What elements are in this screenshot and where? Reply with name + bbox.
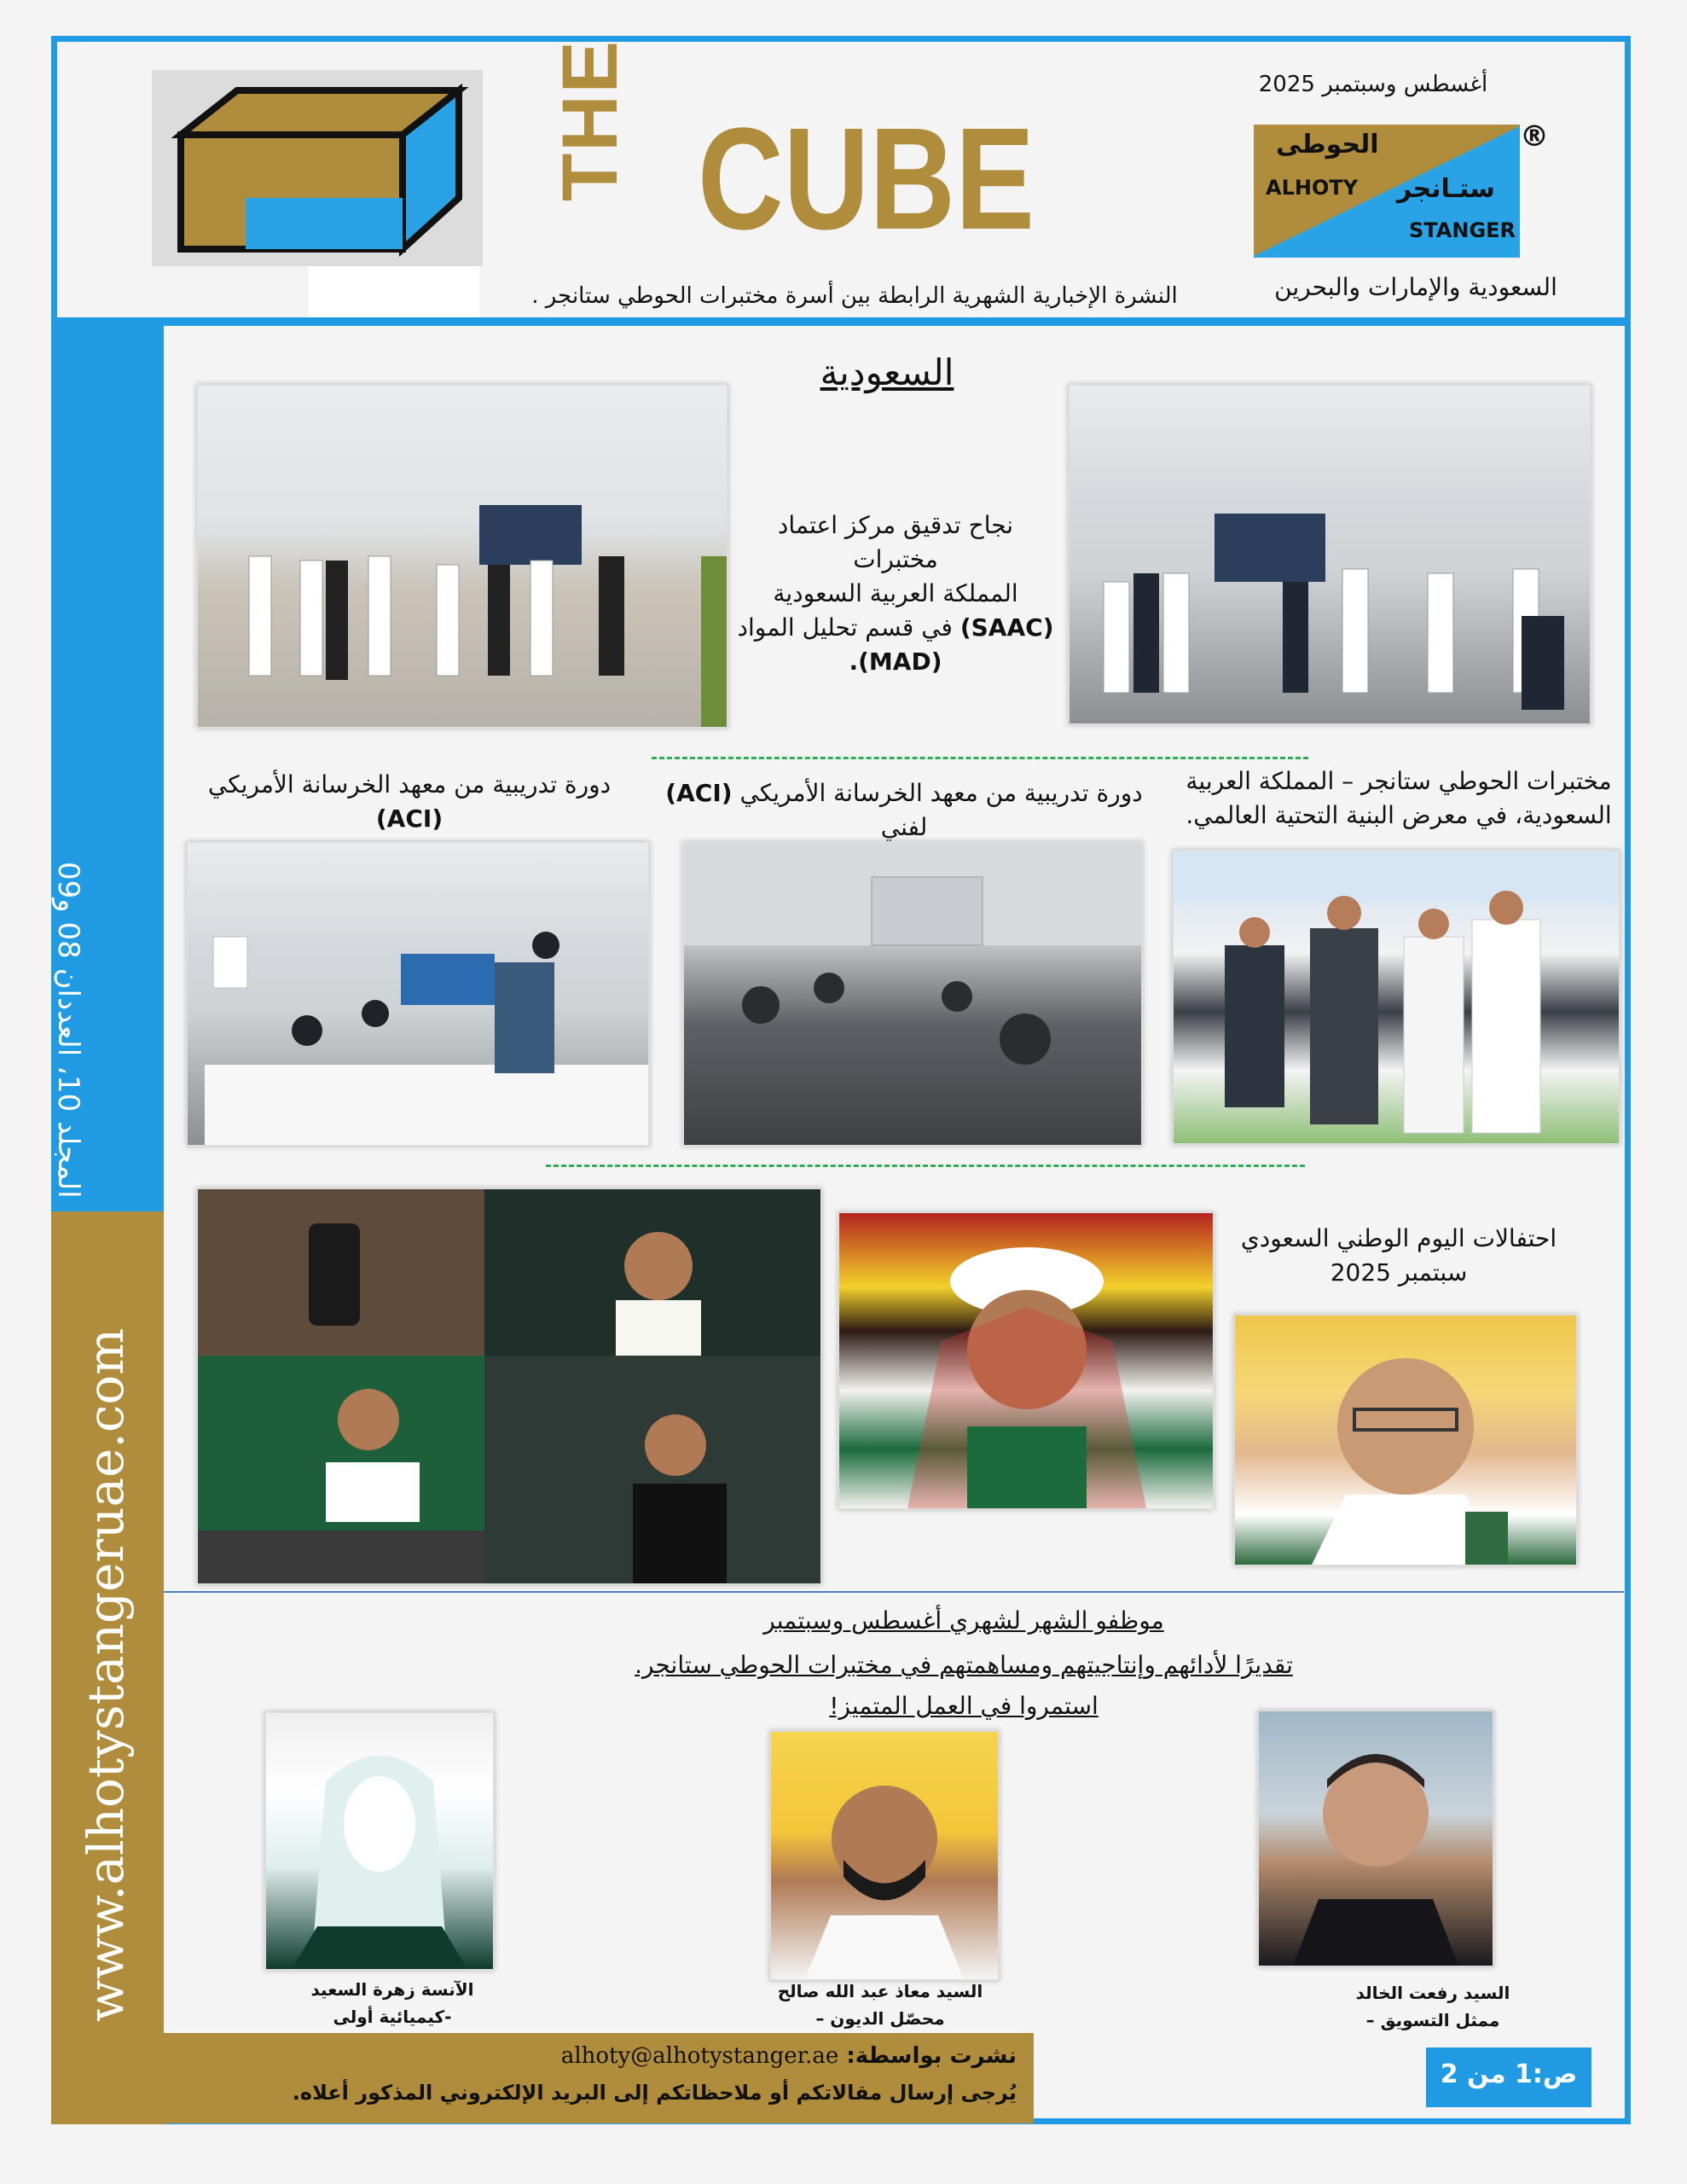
aci-lab-text1b: لفني bbox=[880, 813, 928, 841]
logo-white-strip bbox=[309, 266, 479, 317]
employee-photo-3 bbox=[264, 1711, 495, 1971]
saac-line2: المملكة العربية السعودية bbox=[773, 579, 1018, 607]
national-day-collage bbox=[196, 1188, 822, 1585]
header-divider bbox=[51, 317, 1631, 326]
aci-lab-training-photo bbox=[682, 841, 1143, 1147]
footer-note: يُرجى إرسال مقالاتكم أو ملاحظاتكم إلى البريد الإلكتروني المذكور أعلاه. bbox=[292, 2081, 1017, 2105]
cube-logo-box bbox=[152, 70, 483, 266]
section-title: السعودية bbox=[820, 351, 954, 393]
regions: السعودية والإمارات والبحرين bbox=[1274, 273, 1557, 301]
volume-info: المجلد 10، العددان 08 و09 bbox=[51, 862, 85, 1199]
saac-line3-text: في قسم تحليل المواد bbox=[737, 613, 960, 642]
aci-lab-line1 bbox=[657, 776, 1151, 845]
employee-2-caption bbox=[744, 1978, 1017, 2032]
section-divider bbox=[164, 1591, 1624, 1593]
divider-dashed-2 bbox=[546, 1165, 1305, 1167]
employee-1-name: السيد رفعت الخالد bbox=[1355, 1983, 1510, 2003]
national-day-caption bbox=[1228, 1222, 1569, 1290]
expo-line1: مختبرات الحوطي ستانجر – المملكة العربية bbox=[1186, 767, 1612, 795]
divider-dashed-1 bbox=[652, 757, 1308, 759]
brand-ar2: ستـانجر bbox=[1397, 174, 1495, 204]
employee-3-caption bbox=[264, 1976, 520, 2030]
alhoty-stanger-logo bbox=[1254, 125, 1520, 258]
brand-en1: ALHOTY bbox=[1266, 176, 1359, 200]
employees-encourage: استمروا في العمل المتميز! bbox=[829, 1692, 1099, 1720]
footer-published-line bbox=[164, 2043, 1017, 2069]
page-number-box bbox=[1426, 2048, 1591, 2107]
issue-date: أغسطس وسبتمبر 2025 bbox=[1258, 72, 1488, 97]
page-number: ص:1 من 2 bbox=[1440, 2059, 1578, 2089]
cube-icon bbox=[152, 70, 483, 266]
employee-1-role: ممثل التسويق – bbox=[1365, 2010, 1500, 2030]
employee-3-role: -كيميائية أولى bbox=[333, 2007, 452, 2027]
the-word: THE bbox=[547, 39, 634, 201]
contact-email[interactable]: alhoty@alhotystanger.ae bbox=[560, 2043, 839, 2069]
saac-line4: (MAD). bbox=[849, 648, 942, 676]
saac-bold: (SAAC) bbox=[959, 613, 1054, 642]
audit-team-photo-left bbox=[196, 384, 728, 729]
saac-line1: نجاح تدقيق مركز اعتماد مختبرات bbox=[777, 511, 1014, 573]
employee-3-name: الآنسة زهرة السعيد bbox=[310, 1979, 474, 2000]
expo-caption bbox=[1186, 764, 1612, 833]
expo-photo bbox=[1172, 850, 1620, 1145]
saac-line3 bbox=[735, 611, 1056, 645]
aci-field-training-photo bbox=[186, 841, 650, 1147]
registered-mark: ® bbox=[1520, 119, 1549, 154]
audit-team-photo-right bbox=[1068, 384, 1591, 725]
employee-photo-1 bbox=[1257, 1710, 1494, 1967]
tagline: النشرة الإخبارية الشهرية الرابطة بين أسرة مختبرات الحوطي ستانجر . bbox=[531, 283, 1178, 309]
aci-field-text1: دورة تدريبية من معهد الخرسانة الأمريكي bbox=[207, 770, 612, 799]
saac-caption bbox=[735, 508, 1056, 679]
brand-ar: الحوطى bbox=[1276, 130, 1379, 160]
employees-heading: موظفو الشهر لشهري أغسطس وسبتمبر bbox=[763, 1606, 1164, 1635]
aci-lab-bold: (ACI) bbox=[665, 779, 733, 807]
national-line1: احتفالات اليوم الوطني السعودي bbox=[1240, 1224, 1557, 1252]
employee-photo-2 bbox=[769, 1730, 1000, 1981]
aci-field-line1 bbox=[179, 768, 640, 836]
aci-field-bold: (ACI) bbox=[375, 804, 443, 833]
expo-line2: السعودية، في معرض البنية التحتية العالمي. bbox=[1186, 801, 1612, 829]
employee-2-role: محصّل الديون – bbox=[815, 2008, 945, 2029]
aci-lab-text1: دورة تدريبية من معهد الخرسانة الأمريكي bbox=[739, 779, 1143, 807]
website-link[interactable]: www.alhotystangeruae.com bbox=[77, 1327, 135, 2022]
national-day-guest-photo bbox=[838, 1211, 1215, 1510]
employee-1-caption bbox=[1330, 1979, 1535, 2034]
employees-appreciation: تقديرًا لأدائهم وإنتاجيتهم ومساهمتهم في مختبرات الحوطي ستانجر. bbox=[635, 1651, 1293, 1679]
national-day-guest-photo-2 bbox=[1233, 1314, 1578, 1566]
footer-contact bbox=[164, 2033, 1034, 2123]
brand-en2: STANGER bbox=[1409, 218, 1516, 242]
national-line2: سبتمبر 2025 bbox=[1330, 1258, 1468, 1287]
employee-2-name: السيد معاذ عبد الله صالح bbox=[777, 1981, 983, 2001]
published-by-label: نشرت بواسطة: bbox=[846, 2043, 1017, 2069]
cube-title: CUBE bbox=[698, 98, 1035, 260]
